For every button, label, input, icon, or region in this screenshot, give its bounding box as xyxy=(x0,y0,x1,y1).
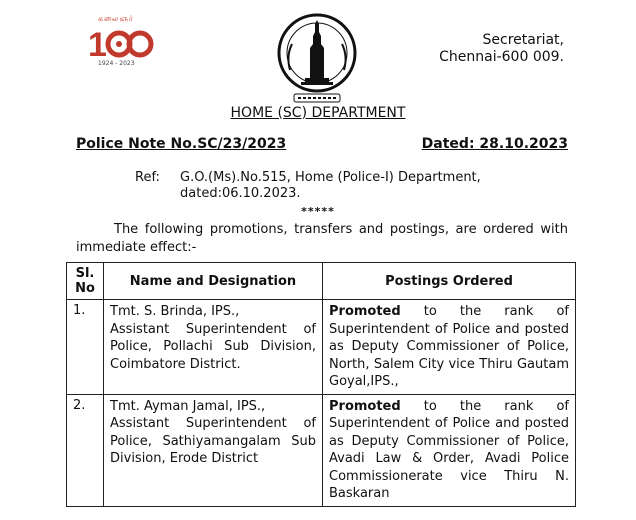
address-line-1: Secretariat, xyxy=(482,32,564,48)
row-sl-no: 1. xyxy=(67,300,104,395)
department-title: HOME (SC) DEPARTMENT xyxy=(230,105,406,121)
posting-action: Promoted xyxy=(329,398,401,414)
posting-details: to the rank of Superintendent of Police and posted as Deputy Commissioner of Police, North, Salem City vice Thiru Gautam Goyal,IPS., xyxy=(329,304,569,389)
row-sl-no: 2. xyxy=(67,394,104,506)
intro-paragraph: The following promotions, transfers and postings, are ordered with immediate effect:- xyxy=(76,222,568,255)
separator-stars: ***** xyxy=(301,205,335,218)
officer-name: Tmt. S. Brinda, IPS., xyxy=(110,304,240,319)
row-posting-ordered xyxy=(323,394,576,506)
header-name-designation: Name and Designation xyxy=(104,263,323,300)
table-row xyxy=(67,300,576,395)
posting-action: Promoted xyxy=(329,304,401,319)
posting-details: to the rank of Superintendent of Police and posted as Deputy Commissioner of Police, Avadi Law & Order, Avadi Police Commissionerate vice Thiru N. Baskaran xyxy=(329,398,569,501)
kalaignar-100-logo xyxy=(88,14,154,68)
svg-text:1: 1 xyxy=(88,26,107,63)
officer-designation: Assistant Superintendent of Police, Sathiyamangalam Sub Division, Erode District xyxy=(110,416,316,466)
police-note-number: Police Note No.SC/23/2023 xyxy=(76,136,287,152)
logo-100-graphic xyxy=(88,23,154,63)
address-line-2: Chennai-600 009. xyxy=(439,49,564,65)
postings-table xyxy=(66,262,576,507)
ref-label: Ref: xyxy=(135,170,160,185)
row-name-designation xyxy=(104,300,323,395)
header-postings-ordered: Postings Ordered xyxy=(323,263,576,300)
header-sl-no: Sl. No xyxy=(67,263,104,300)
row-name-designation xyxy=(104,394,323,506)
officer-designation: Assistant Superintendent of Police, Pollachi Sub Division, Coimbatore District. xyxy=(110,321,316,372)
logo-tamil-text: கலைஞர் xyxy=(98,14,135,23)
table-header-row xyxy=(67,263,576,300)
ref-text: G.O.(Ms).No.515, Home (Police-I) Department, dated:06.10.2023. xyxy=(180,170,481,201)
row-posting-ordered xyxy=(323,300,576,395)
secretariat-address xyxy=(439,32,564,66)
table-row xyxy=(67,394,576,506)
logo-years: 1924 - 2023 xyxy=(98,60,135,67)
note-date: Dated: 28.10.2023 xyxy=(421,136,568,152)
officer-name: Tmt. Ayman Jamal, IPS., xyxy=(110,398,266,414)
tamil-nadu-emblem-icon xyxy=(276,8,358,106)
